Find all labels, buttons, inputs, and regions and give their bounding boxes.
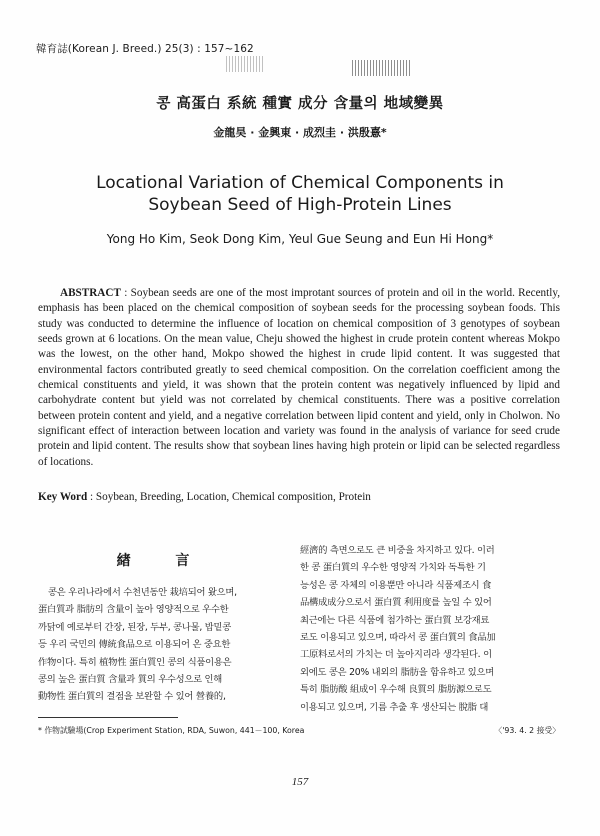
body-line: 까닭에 예로부터 간장, 된장, 두부, 콩나물, 밥밑콩 (38, 621, 231, 633)
body-line: 한 콩 蛋白質의 우수한 영양적 가치와 독특한 기 (300, 562, 486, 574)
english-title-line-2: Soybean Seed of High-Protein Lines (148, 195, 452, 215)
body-line: 외에도 콩은 20% 내외의 脂肪을 함유하고 있으며 (300, 666, 494, 678)
left-column (38, 584, 288, 706)
body-line: 로도 이용되고 있으며, 따라서 콩 蛋白質의 食品加 (300, 632, 496, 644)
abstract-separator: : (120, 287, 131, 299)
body-line: 콩의 높은 蛋白質 含量과 質의 우수성으로 인해 (38, 674, 223, 686)
body-line: 능성은 콩 자체의 이용뿐만 아니라 식품제조시 食 (300, 579, 492, 591)
body-line: 등 우리 국민의 傳統食品으로 이용되어 온 중요한 (38, 639, 231, 651)
scan-artifact-left (226, 56, 264, 72)
footnote-divider (38, 717, 178, 718)
korean-authors: 金龍昊 · 金興東 · 成烈圭 · 洪殷憙* (213, 126, 387, 139)
body-line: 이용되고 있으며, 기름 추출 후 생산되는 脫脂 대 (300, 701, 489, 713)
journal-reference: 韓育誌(Korean J. Breed.) 25(3) : 157~162 (36, 43, 254, 55)
author-affiliation-footnote: * 作物試驗場(Crop Experiment Station, RDA, Suwon, 441－100, Korea (38, 726, 305, 735)
korean-title: 콩 高蛋白 系統 種實 成分 含量의 地域變異 (156, 96, 444, 112)
keywords-separator: : (87, 491, 96, 503)
keywords-text: Soybean, Breeding, Location, Chemical composition, Protein (95, 491, 371, 503)
body-line: 品構成成分으로서 蛋白質 利用度를 높일 수 있어 (300, 597, 492, 609)
body-line: 蛋白質과 脂肪의 含量이 높아 영양적으로 우수한 (38, 604, 229, 616)
body-line: 工原料로서의 가치는 더 높아지리라 생각된다. 이 (300, 649, 492, 661)
english-authors: Yong Ho Kim, Seok Dong Kim, Yeul Gue Seung and Eun Hi Hong* (106, 232, 494, 246)
right-column (300, 542, 562, 716)
keywords-label: Key Word (38, 491, 88, 503)
body-line: 콩은 우리나라에서 수천년동안 栽培되어 왔으며, (48, 587, 237, 598)
body-line: 經濟的 측면으로도 큰 비중을 차지하고 있다. 이러 (300, 545, 495, 556)
page-number: 157 (291, 776, 309, 788)
english-title (0, 172, 600, 216)
body-line: 作物이다. 특히 植物性 蛋白質인 콩의 식품이용은 (38, 656, 232, 668)
section-heading-introduction: 緖 言 (116, 553, 210, 569)
english-title-line-1: Locational Variation of Chemical Components in (96, 173, 504, 193)
body-line: 최근에는 다른 식품에 첨가하는 蛋白質 보강재료 (300, 614, 490, 626)
scan-artifact-right (352, 60, 412, 76)
abstract-label: ABSTRACT (60, 287, 121, 299)
received-date: 〈'93. 4. 2 接受〉 (494, 726, 560, 735)
abstract-text: Soybean seeds are one of the most improtant sources of protein and oil in the world. Recently, emphasis has been placed on the chemical composition of soybean seeds for the processing soybean foods. This study was conducted to determine the influence of location on chemical composition of 3 genotypes of soybean seeds grown at 6 locations. On the mean value, Cheju showed the highest in crude protein content whereas Mokpo was the lowest, on the other hand, Mokpo showed the highest in crude lipid content. It was suggested that environmental factors contributed greatly to seed chemical composition. On the correlation coefficient among the chemical constituents and yield, it was shown that the protein content was negatively influenced by lipid and carbohydrate content but yield was not correlated by chemical constituents. There was a positive correlation between protein content and yield, and a negative correlation between lipid content and yield, only in Cholwon. No significant effect of interaction between location and variety was found in the analysis of variance for seed crude protein and lipid content. The results show that soybean lines having high protein or lipid can be selected regardless of locations. (38, 287, 561, 468)
abstract (38, 286, 560, 470)
keywords (38, 491, 560, 503)
body-line: 動物性 蛋白質의 결점을 보완할 수 있어 營養的, (38, 691, 226, 703)
body-line: 특히 脂肪酸 組成이 우수해 良質의 脂肪源으로도 (300, 684, 492, 696)
